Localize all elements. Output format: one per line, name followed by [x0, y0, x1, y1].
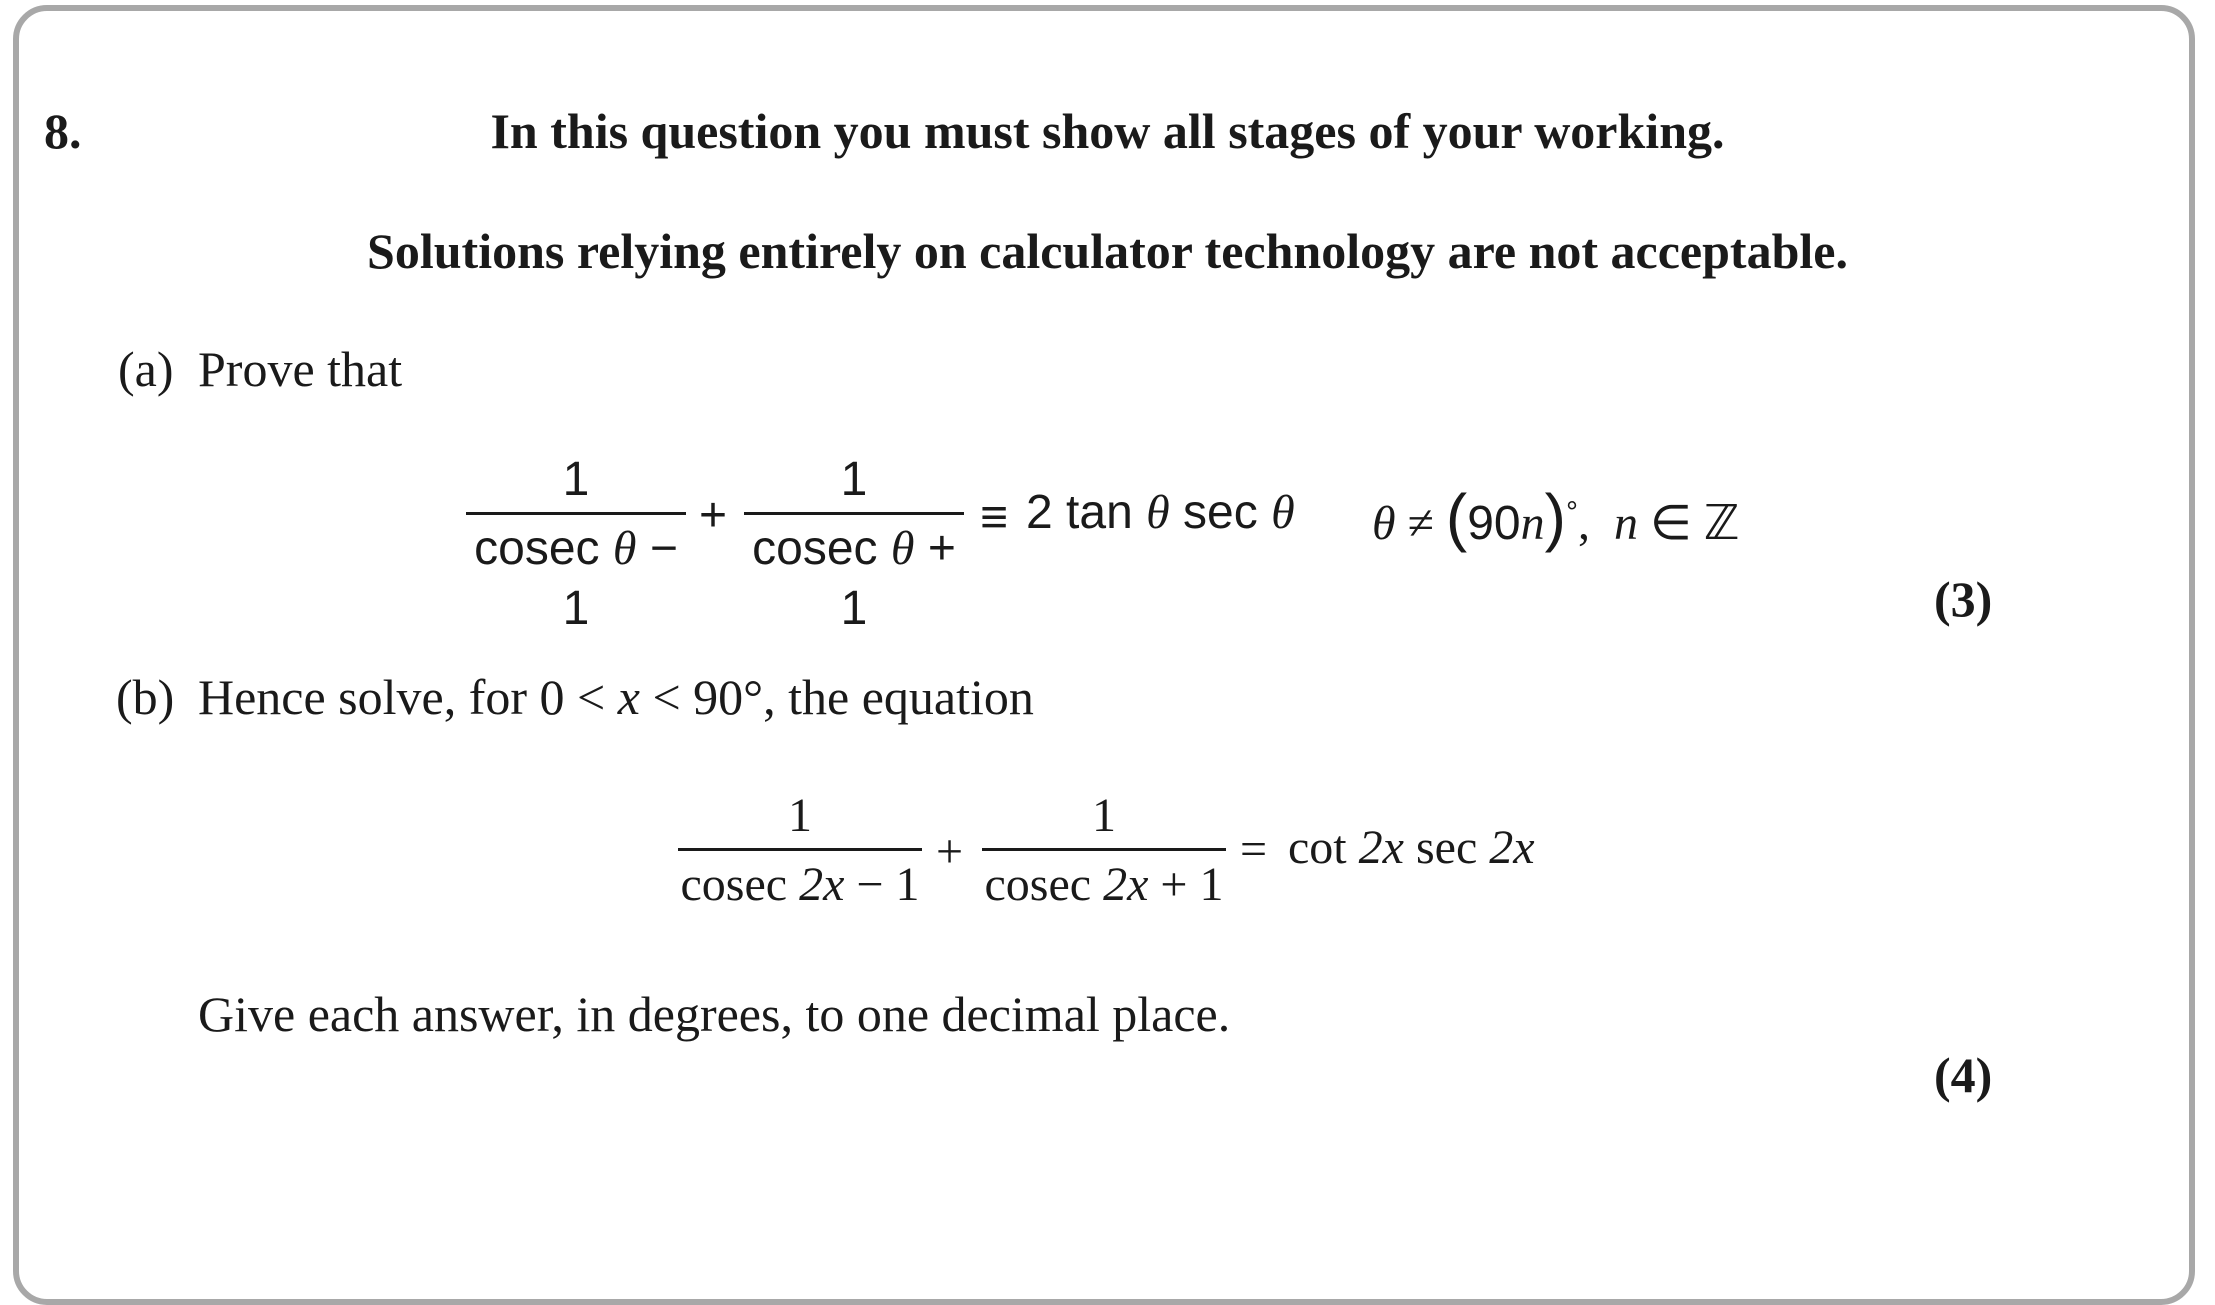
question-number: 8.	[44, 103, 82, 159]
fraction-1-denominator: cosec 2x − 1	[680, 858, 920, 911]
equivalence-sign: ≡	[980, 491, 1009, 544]
fraction-1	[466, 450, 686, 639]
fraction-bar	[744, 512, 964, 515]
condition: θ ≠ (90n)°, n ∈ ℤ	[1372, 481, 1740, 553]
equals-sign: =	[1240, 823, 1268, 876]
fraction-bar	[466, 512, 686, 515]
part-b-marks: (4)	[1934, 1047, 1993, 1103]
fraction-1	[678, 786, 922, 915]
fraction-1-numerator: 1	[788, 789, 812, 842]
part-b-label: (b)	[116, 669, 175, 725]
rhs-expression: cot 2x sec 2x	[1288, 821, 1535, 874]
fraction-2	[982, 786, 1226, 915]
fraction-1-numerator: 1	[562, 453, 590, 506]
part-b-instruction: Give each answer, in degrees, to one decimal place.	[198, 986, 1231, 1042]
fraction-2	[744, 450, 964, 639]
fraction-bar	[982, 848, 1226, 851]
fraction-2-numerator: 1	[840, 453, 868, 506]
fraction-2-denominator: cosec θ + 1	[752, 522, 956, 635]
rhs-expression: 2 tan θ sec θ	[1026, 486, 1295, 539]
part-a-label: (a)	[118, 341, 174, 397]
plus-sign: +	[936, 825, 964, 878]
fraction-bar	[678, 848, 922, 851]
fraction-2-denominator: cosec 2x + 1	[984, 858, 1224, 911]
plus-sign: +	[699, 489, 728, 542]
fraction-2-numerator: 1	[1092, 789, 1116, 842]
part-a-marks: (3)	[1934, 571, 1993, 627]
instruction-show-working: In this question you must show all stages of your working.	[490, 103, 1725, 159]
part-b-prompt: Hence solve, for 0 < x < 90°, the equation	[198, 669, 1034, 725]
part-a-prompt: Prove that	[198, 341, 403, 397]
instruction-no-calculator: Solutions relying entirely on calculator technology are not acceptable.	[367, 223, 1848, 279]
question-frame	[13, 5, 2195, 1305]
fraction-1-denominator: cosec θ − 1	[474, 522, 678, 635]
